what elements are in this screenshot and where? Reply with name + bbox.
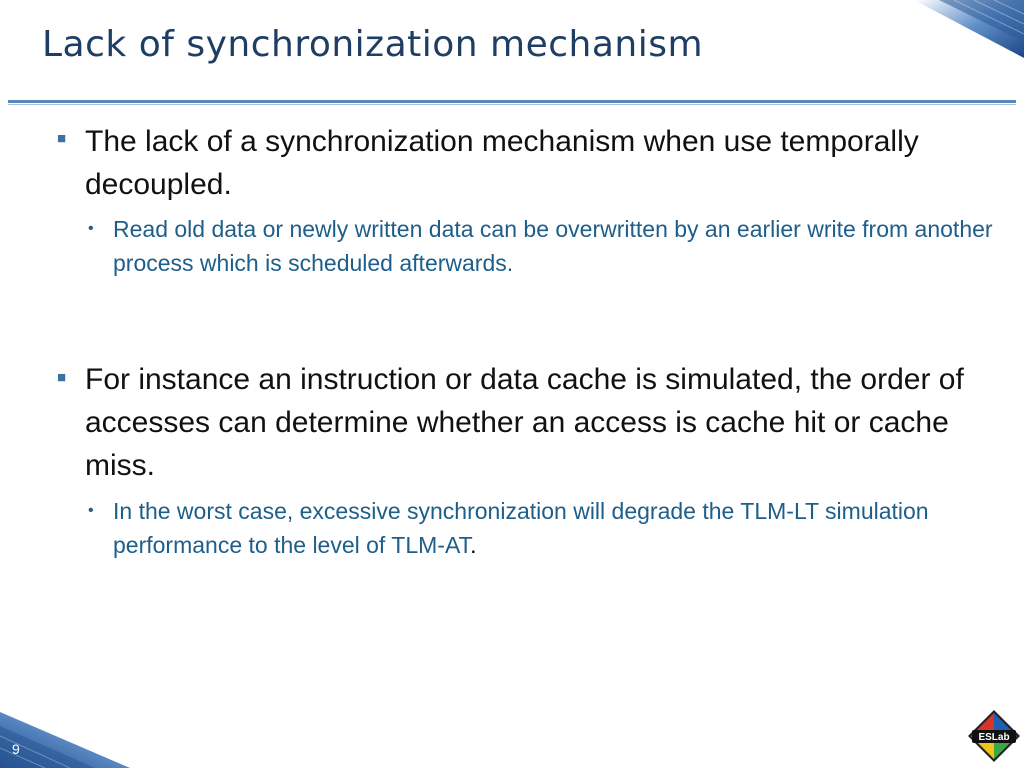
title-divider <box>8 100 1016 103</box>
square-bullet-icon: ■ <box>57 369 67 386</box>
title-divider-thin <box>8 104 1016 105</box>
sub-bullet-text: Read old data or newly written data can be overwritten by an earlier write from another process which is scheduled afterwards. <box>113 216 993 276</box>
page-number: 9 <box>12 741 20 757</box>
eslab-logo <box>966 708 1022 764</box>
dot-bullet-icon: • <box>88 502 94 519</box>
bullet-text: The lack of a synchronization mechanism when use temporally decoupled. <box>85 125 919 201</box>
corner-decoration-bottom-left <box>0 708 140 768</box>
slide-title: Lack of synchronization mechanism <box>42 24 704 65</box>
sub-bullet-text-tail: . <box>470 532 477 558</box>
bullet-text: For instance an instruction or data cache is simulated, the order of accesses can determine whether an access is cache hit or cache miss. <box>85 363 964 482</box>
sub-bullet-text <box>113 494 993 562</box>
dot-bullet-icon: • <box>88 220 94 237</box>
corner-decoration-top-right <box>884 0 1024 60</box>
sub-bullet-text-body: In the worst case, excessive synchronization will degrade the TLM-LT simulation performance to the level of TLM-AT <box>113 498 929 558</box>
logo-text: ESLab <box>978 732 1010 743</box>
square-bullet-icon: ■ <box>57 130 67 147</box>
